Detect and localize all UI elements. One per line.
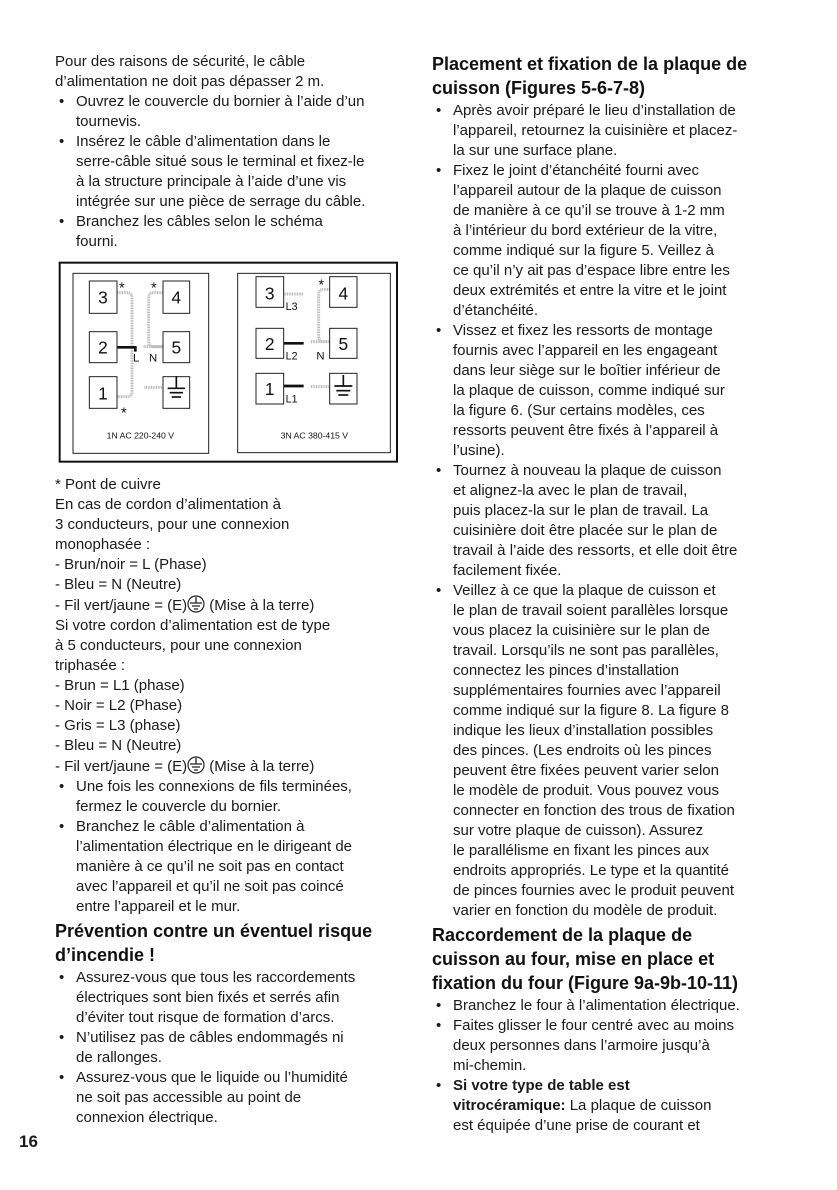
terminal-3: 3 — [264, 283, 275, 304]
list-item: • Fixez le joint d’étanchéité fourni avec l’appareil autour de la plaque de cuisson de manière à ce qu’il se trouve à 1-2 mm à l’intérieur du bord extérieur de la vitre, comme indiqué sur la figure 5. Veillez à ce qu’il n’y ait pas d’espace libre entre les deux extrémités et entre la vitre et le joint d’étanchéité. — [432, 161, 782, 321]
list-item: • N’utilisez pas de câbles endommagés ni de rallonges. — [55, 1028, 405, 1068]
earth-line — [55, 756, 405, 777]
label-l: L — [133, 352, 140, 365]
caption-single-phase: 1N AC 220-240 V — [106, 430, 175, 441]
earth-icon — [187, 595, 205, 613]
single-phase-text: * Pont de cuivre En cas de cordon d’alimentation à 3 conducteurs, pour une connexion monophasée : - Brun/noir = L (Phase) - Bleu = N (Neutre) — [55, 476, 290, 593]
page-number: 16 — [19, 1132, 38, 1151]
bridge-star: * — [121, 405, 127, 422]
terminal-2: 2 — [264, 334, 275, 354]
intro-text: Pour des raisons de sécurité, le câble d’alimentation ne doit pas dépasser 2 m. — [55, 53, 325, 90]
terminal-4: 4 — [171, 287, 182, 308]
label-n: N — [316, 350, 325, 363]
terminal-5: 5 — [338, 334, 349, 354]
list-item: • Branchez les câbles selon le schéma fourni. — [55, 212, 405, 252]
section-heading-placement: Placement et fixation de la plaque de cuisson (Figures 5-6-7-8) — [432, 54, 748, 98]
wiring-diagram — [56, 260, 401, 465]
earth-prefix: - Fil vert/jaune = (E) — [55, 758, 188, 775]
earth-suffix: (Mise à la terre) — [205, 597, 315, 614]
earth-prefix: - Fil vert/jaune = (E) — [55, 597, 188, 614]
left-column — [55, 52, 405, 1128]
list-item — [432, 1076, 782, 1136]
list-item: • Branchez le four à l’alimentation électrique. — [432, 996, 782, 1016]
section-heading-oven: Raccordement de la plaque de cuisson au four, mise en place et fixation du four (Figure 9a-9b-10-11) — [432, 925, 739, 993]
list-item: • Faites glisser le four centré avec au moins deux personnes dans l’armoire jusqu’à mi-chemin. — [432, 1016, 782, 1076]
list-item: • Après avoir préparé le lieu d’installation de l’appareil, retournez la cuisinière et placez- la sur une surface plane. — [432, 101, 782, 161]
bold-lead: Si votre type de table est vitrocéramique: — [453, 1077, 630, 1114]
list-item: • Insérez le câble d’alimentation dans le serre-câble situé sous le terminal et fixez-le à la structure principale à l’aide d’une vis intégrée sur une pièce de serrage du câble. — [55, 132, 405, 212]
single-phase-panel — [73, 273, 209, 453]
label-l2: L2 — [285, 350, 298, 363]
label-n: N — [149, 352, 158, 365]
bridge-star: * — [119, 280, 125, 297]
list-item: • Assurez-vous que tous les raccordements électriques sont bien fixés et serrés afin d’éviter tout risque de formation d’arcs. — [55, 968, 405, 1028]
list-item-rest: La plaque de cuisson est équipée d’une prise de courant et — [453, 1097, 712, 1134]
terminal-1: 1 — [98, 383, 108, 404]
label-l3: L3 — [285, 301, 298, 313]
list-item: • Vissez et fixez les ressorts de montage fournis avec l’appareil en les engageant dans leur siège sur le boîtier inférieur de la plaque de cuisson, comme indiqué sur la figure 6. (Sur certains modèles, ces ressorts peuvent être fixés à l’appareil à l’usine). — [432, 321, 782, 461]
terminal-1: 1 — [264, 379, 275, 399]
list-item: • Ouvrez le couvercle du bornier à l’aide d’un tournevis. — [55, 92, 405, 132]
terminal-5: 5 — [171, 337, 182, 358]
bridge-star: * — [151, 280, 157, 297]
right-column — [432, 52, 782, 1136]
section-heading-fire: Prévention contre un éventuel risque d’incendie ! — [55, 921, 373, 965]
list-item: • Branchez le câble d’alimentation à l’alimentation électrique en le dirigeant de manière à ce qu’il ne soit pas en contact avec l’appareil et qu’il ne soit pas coincé entre l’appareil et le mur. — [55, 817, 405, 917]
list-item: • Veillez à ce que la plaque de cuisson et le plan de travail soient parallèles lorsque vous placez la cuisinière sur le plan de travail. Lorsqu’ils ne sont pas parallèles, connectez les pinces d’installation supplémentaires fournies avec l’appareil comme indiqué sur la figure 8. La figure 8 indique les lieux d’installation possibles des pinces. (Les endroits où les pinces peuvent être fixées peuvent varier selon le modèle de produit. Vous pouvez vous connecter en fonction des trous de fixation sur votre plaque de cuisson). Assurez le parallélisme en fixant les pinces aux endroits appropriés. Le type et la quantité de pinces fournies avec le produit peuvent varier en fonction du modèle de produit. — [432, 581, 782, 921]
terminal-4: 4 — [338, 283, 349, 304]
list-item: • Assurez-vous que le liquide ou l’humidité ne soit pas accessible au point de connexion électrique. — [55, 1068, 405, 1128]
label-l1: L1 — [285, 393, 298, 406]
list-item: • Une fois les connexions de fils terminées, fermez le couvercle du bornier. — [55, 777, 405, 817]
terminal-2: 2 — [98, 337, 108, 358]
earth-icon — [187, 756, 205, 774]
list-item: • Tournez à nouveau la plaque de cuisson et alignez-la avec le plan de travail, puis placez-la sur le plan de travail. La cuisinière doit être placée sur le plan de travail à l’aide des ressorts, et elle doit être facilement fixée. — [432, 461, 782, 581]
caption-three-phase: 3N AC 380-415 V — [280, 430, 349, 441]
three-phase-text: Si votre cordon d’alimentation est de type à 5 conducteurs, pour une connexion triphasée : - Brun = L1 (phase) - Noir = L2 (Phase) - Gris = L3 (phase) - Bleu = N (Neutre) — [55, 617, 331, 754]
three-phase-panel — [238, 273, 391, 452]
earth-suffix: (Mise à la terre) — [205, 758, 315, 775]
terminal-3: 3 — [98, 287, 108, 308]
earth-line — [55, 595, 405, 616]
bridge-star: * — [318, 277, 325, 294]
